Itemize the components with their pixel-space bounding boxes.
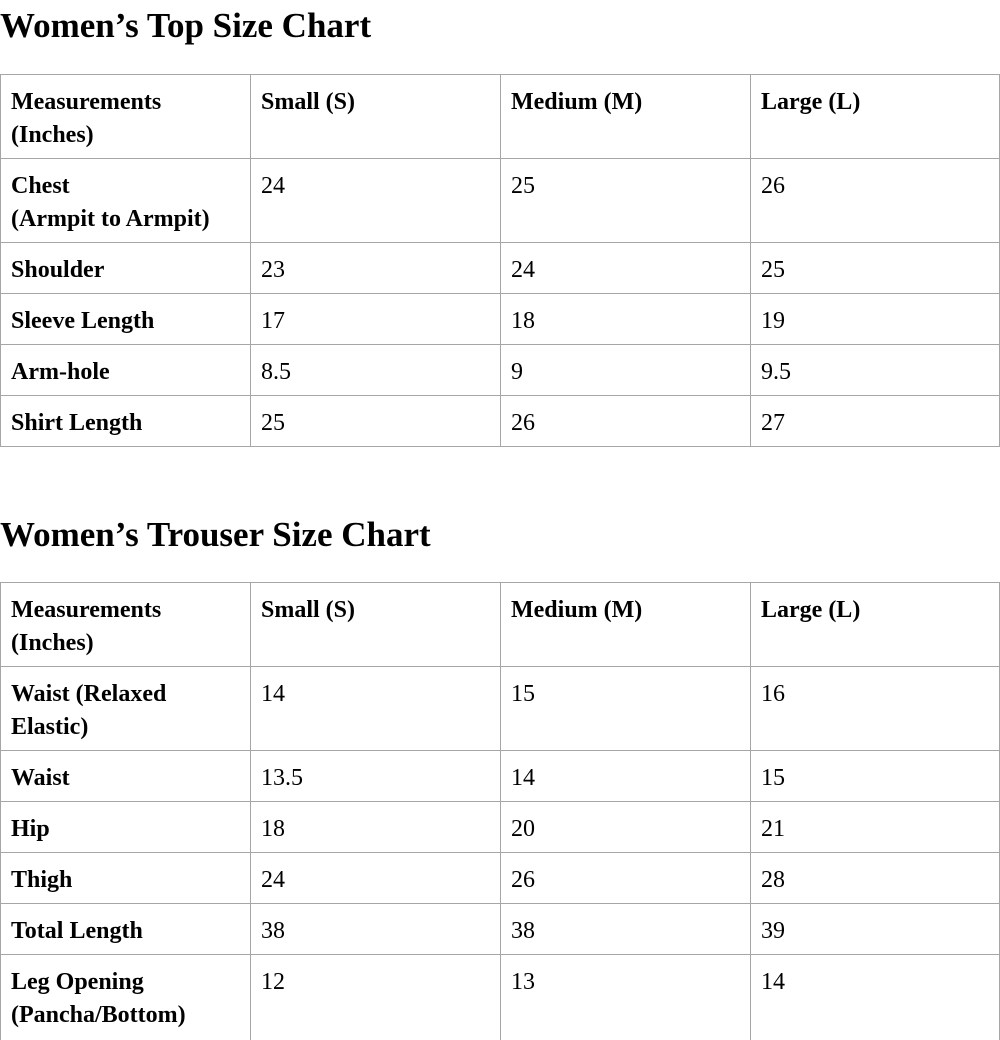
row-label-cell bbox=[1, 955, 251, 1040]
table-row bbox=[1, 159, 1000, 243]
value-cell-large: 9.5 bbox=[751, 345, 1000, 396]
row-label-cell: Shirt Length bbox=[1, 396, 251, 447]
row-label-cell: Shoulder bbox=[1, 243, 251, 294]
header-line: Measurements bbox=[11, 89, 162, 115]
value-cell-small: 24 bbox=[251, 853, 501, 904]
table-header-row bbox=[1, 75, 1000, 159]
table-row bbox=[1, 802, 1000, 853]
value-cell-small: 23 bbox=[251, 243, 501, 294]
value-cell-large: 19 bbox=[751, 294, 1000, 345]
table-row bbox=[1, 955, 1000, 1040]
header-line: (Inches) bbox=[11, 630, 94, 656]
value-cell-small: 24 bbox=[251, 159, 501, 243]
trouser-size-table bbox=[0, 582, 1000, 1040]
table-row bbox=[1, 243, 1000, 294]
value-cell-large: 28 bbox=[751, 853, 1000, 904]
row-label-line: (Armpit to Armpit) bbox=[11, 206, 210, 232]
value-cell-medium: 24 bbox=[501, 243, 751, 294]
size-header-small: Small (S) bbox=[251, 75, 501, 159]
value-cell-medium: 20 bbox=[501, 802, 751, 853]
row-label-line: Elastic) bbox=[11, 714, 89, 740]
value-cell-small: 14 bbox=[251, 667, 501, 751]
header-line: Measurements bbox=[11, 597, 162, 623]
value-cell-small: 13.5 bbox=[251, 751, 501, 802]
value-cell-small: 12 bbox=[251, 955, 501, 1040]
value-cell-large: 21 bbox=[751, 802, 1000, 853]
value-cell-medium: 38 bbox=[501, 904, 751, 955]
value-cell-large: 27 bbox=[751, 396, 1000, 447]
value-cell-large: 26 bbox=[751, 159, 1000, 243]
header-line: (Inches) bbox=[11, 122, 94, 148]
table-row bbox=[1, 751, 1000, 802]
value-cell-medium: 14 bbox=[501, 751, 751, 802]
size-header-medium: Medium (M) bbox=[501, 75, 751, 159]
row-label-line: Waist (Relaxed bbox=[11, 681, 167, 707]
measurement-header-cell bbox=[1, 75, 251, 159]
table-row bbox=[1, 396, 1000, 447]
row-label-cell: Waist bbox=[1, 751, 251, 802]
table-row bbox=[1, 345, 1000, 396]
value-cell-large: 16 bbox=[751, 667, 1000, 751]
value-cell-medium: 26 bbox=[501, 396, 751, 447]
table-header-row bbox=[1, 583, 1000, 667]
value-cell-small: 8.5 bbox=[251, 345, 501, 396]
value-cell-large: 25 bbox=[751, 243, 1000, 294]
value-cell-small: 25 bbox=[251, 396, 501, 447]
value-cell-medium: 13 bbox=[501, 955, 751, 1040]
row-label-line: Leg Opening bbox=[11, 969, 144, 995]
value-cell-small: 38 bbox=[251, 904, 501, 955]
top-size-table bbox=[0, 74, 1000, 447]
row-label-line: Chest bbox=[11, 173, 70, 199]
value-cell-large: 39 bbox=[751, 904, 1000, 955]
size-header-medium: Medium (M) bbox=[501, 583, 751, 667]
size-header-large: Large (L) bbox=[751, 75, 1000, 159]
row-label-cell: Total Length bbox=[1, 904, 251, 955]
top-size-chart-title: Women’s Top Size Chart bbox=[0, 6, 372, 45]
table-row bbox=[1, 667, 1000, 751]
row-label-cell bbox=[1, 667, 251, 751]
value-cell-small: 18 bbox=[251, 802, 501, 853]
table-row bbox=[1, 853, 1000, 904]
value-cell-medium: 9 bbox=[501, 345, 751, 396]
table-row bbox=[1, 294, 1000, 345]
row-label-cell bbox=[1, 159, 251, 243]
size-header-large: Large (L) bbox=[751, 583, 1000, 667]
value-cell-small: 17 bbox=[251, 294, 501, 345]
value-cell-large: 14 bbox=[751, 955, 1000, 1040]
value-cell-large: 15 bbox=[751, 751, 1000, 802]
row-label-cell: Thigh bbox=[1, 853, 251, 904]
row-label-cell: Arm-hole bbox=[1, 345, 251, 396]
row-label-cell: Sleeve Length bbox=[1, 294, 251, 345]
value-cell-medium: 26 bbox=[501, 853, 751, 904]
size-header-small: Small (S) bbox=[251, 583, 501, 667]
row-label-cell: Hip bbox=[1, 802, 251, 853]
measurement-header-cell bbox=[1, 583, 251, 667]
value-cell-medium: 15 bbox=[501, 667, 751, 751]
value-cell-medium: 25 bbox=[501, 159, 751, 243]
value-cell-medium: 18 bbox=[501, 294, 751, 345]
table-row bbox=[1, 904, 1000, 955]
row-label-line: (Pancha/Bottom) bbox=[11, 1002, 186, 1028]
trouser-size-chart-title: Women’s Trouser Size Chart bbox=[0, 515, 431, 554]
